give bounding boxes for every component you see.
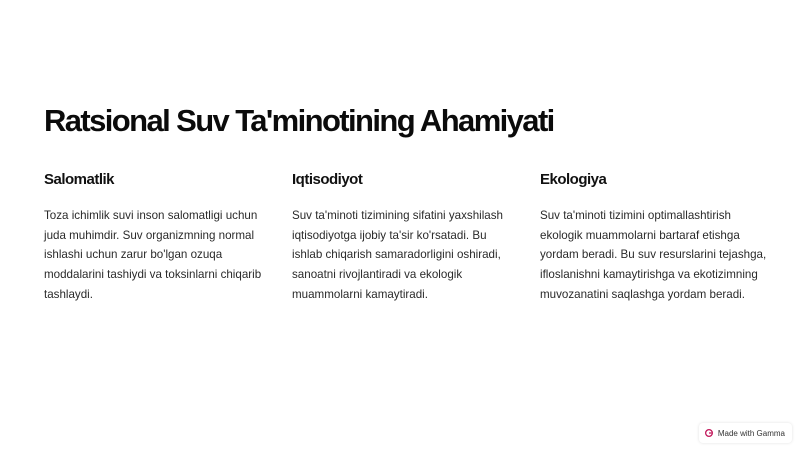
column-heading: Salomatlik <box>44 171 115 188</box>
made-with-gamma-badge[interactable] <box>699 423 792 443</box>
column-ekologiya <box>540 170 768 305</box>
column-body: Suv ta'minoti tizimining sifatini yaxshilash iqtisodiyotga ijobiy ta'sir ko'rsatadi. Bu ishlab chiqarish samaradorligini oshiradi, sanoatni rivojlantiradi va ekologik muammolarni kamaytiradi. <box>292 209 503 301</box>
column-heading: Iqtisodiyot <box>292 171 363 188</box>
column-body: Suv ta'minoti tizimini optimallashtirish ekologik muammolarni bartaraf etishga yordam beradi. Bu suv resurslarini tejashga, ifloslanishni kamaytirishga va ekotizimning muvozanatini saqlashga yordam beradi. <box>540 209 767 301</box>
column-salomatlik <box>44 170 272 305</box>
slide-title: Ratsional Suv Ta'minotining Ahamiyati <box>44 103 554 138</box>
column-heading: Ekologiya <box>540 171 607 188</box>
badge-label: Made with Gamma <box>717 428 785 438</box>
column-body: Toza ichimlik suvi inson salomatligi uchun juda muhimdir. Suv organizmning normal ishlashi uchun zarur bo'lgan ozuqa moddalarini tashiydi va toksinlarni chiqarib tashlaydi. <box>44 209 262 301</box>
gamma-logo-icon <box>705 429 713 437</box>
column-iqtisodiyot <box>292 170 520 305</box>
